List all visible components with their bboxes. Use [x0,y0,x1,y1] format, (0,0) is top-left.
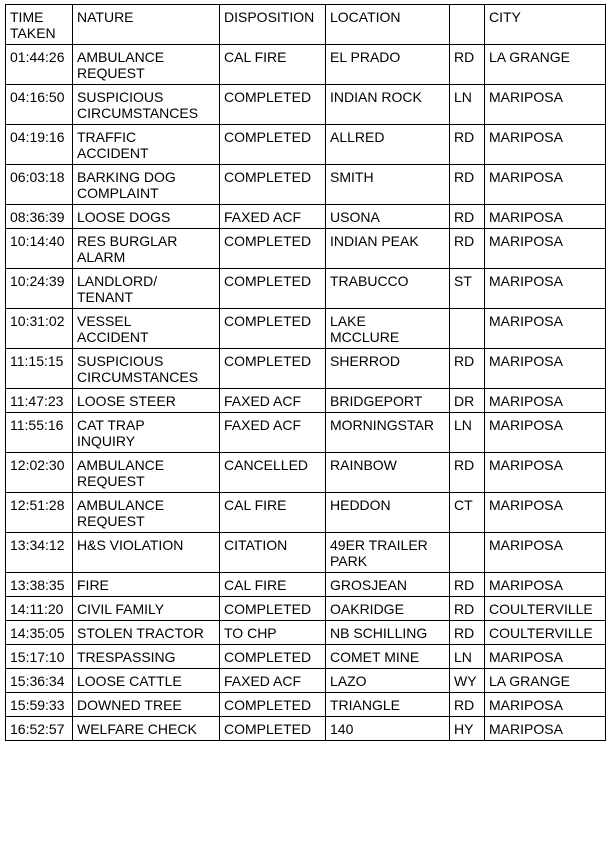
cell-city: MARIPOSA [485,309,606,349]
table-row [6,349,606,389]
cell-time: 12:51:28 [6,493,73,533]
cell-city: MARIPOSA [485,533,606,573]
cell-city: MARIPOSA [485,717,606,741]
cell-nature: AMBULANCE REQUEST [73,45,220,85]
header-time-taken: TIME TAKEN [6,5,73,45]
table-row [6,229,606,269]
cell-location: RAINBOW [326,453,450,493]
cell-location: HEDDON [326,493,450,533]
cell-disposition: COMPLETED [220,309,326,349]
cell-city: MARIPOSA [485,573,606,597]
cell-street-suffix: RD [450,229,485,269]
cell-disposition: COMPLETED [220,717,326,741]
cell-time: 08:36:39 [6,205,73,229]
table-row [6,45,606,85]
cell-nature: RES BURGLAR ALARM [73,229,220,269]
cell-disposition: FAXED ACF [220,669,326,693]
cell-nature: FIRE [73,573,220,597]
cell-disposition: CAL FIRE [220,45,326,85]
cell-disposition: COMPLETED [220,349,326,389]
cell-time: 10:31:02 [6,309,73,349]
cell-city: MARIPOSA [485,389,606,413]
cell-city: COULTERVILLE [485,597,606,621]
table-row [6,493,606,533]
cell-disposition: COMPLETED [220,693,326,717]
cell-time: 15:59:33 [6,693,73,717]
cell-disposition: FAXED ACF [220,205,326,229]
cell-nature: LOOSE STEER [73,389,220,413]
cell-time: 15:17:10 [6,645,73,669]
table-row [6,125,606,165]
cell-location: OAKRIDGE [326,597,450,621]
cell-nature: AMBULANCE REQUEST [73,493,220,533]
cell-time: 14:11:20 [6,597,73,621]
cell-time: 11:55:16 [6,413,73,453]
cell-street-suffix [450,309,485,349]
table-row [6,693,606,717]
cell-time: 11:47:23 [6,389,73,413]
cell-disposition: COMPLETED [220,85,326,125]
cell-street-suffix: RD [450,45,485,85]
cell-location: MORNINGSTAR [326,413,450,453]
cell-street-suffix [450,533,485,573]
table-row [6,453,606,493]
cell-city: LA GRANGE [485,669,606,693]
cell-street-suffix: RD [450,597,485,621]
cell-street-suffix: RD [450,453,485,493]
cell-city: MARIPOSA [485,693,606,717]
cell-city: COULTERVILLE [485,621,606,645]
cell-time: 12:02:30 [6,453,73,493]
cell-time: 11:15:15 [6,349,73,389]
cell-nature: LANDLORD/ TENANT [73,269,220,309]
cell-nature: TRAFFIC ACCIDENT [73,125,220,165]
cell-disposition: TO CHP [220,621,326,645]
cell-street-suffix: LN [450,85,485,125]
table-row [6,597,606,621]
cell-location: GROSJEAN [326,573,450,597]
cell-location: TRABUCCO [326,269,450,309]
cell-street-suffix: RD [450,165,485,205]
cell-city: MARIPOSA [485,205,606,229]
cell-location: ALLRED [326,125,450,165]
cell-city: MARIPOSA [485,349,606,389]
cell-location: LAZO [326,669,450,693]
cell-disposition: COMPLETED [220,125,326,165]
cell-nature: SUSPICIOUS CIRCUMSTANCES [73,85,220,125]
cell-nature: CIVIL FAMILY [73,597,220,621]
header-city: CITY [485,5,606,45]
cell-location: LAKE MCCLURE [326,309,450,349]
cell-disposition: CAL FIRE [220,493,326,533]
table-body [6,45,606,741]
cell-time: 04:19:16 [6,125,73,165]
cell-disposition: COMPLETED [220,165,326,205]
cell-location: BRIDGEPORT [326,389,450,413]
cell-city: LA GRANGE [485,45,606,85]
cell-street-suffix: DR [450,389,485,413]
cell-nature: SUSPICIOUS CIRCUMSTANCES [73,349,220,389]
table-row [6,205,606,229]
table-row [6,645,606,669]
header-street-suffix [450,5,485,45]
table-row [6,309,606,349]
table-row [6,573,606,597]
cell-street-suffix: RD [450,573,485,597]
cell-location: TRIANGLE [326,693,450,717]
cell-time: 10:24:39 [6,269,73,309]
cell-street-suffix: CT [450,493,485,533]
header-location: LOCATION [326,5,450,45]
cell-location: SMITH [326,165,450,205]
table-row [6,413,606,453]
cell-nature: VESSEL ACCIDENT [73,309,220,349]
header-row [6,5,606,45]
cell-time: 13:38:35 [6,573,73,597]
cell-disposition: FAXED ACF [220,389,326,413]
cell-nature: AMBULANCE REQUEST [73,453,220,493]
cell-street-suffix: WY [450,669,485,693]
cell-time: 16:52:57 [6,717,73,741]
cell-street-suffix: RD [450,125,485,165]
cell-street-suffix: HY [450,717,485,741]
cell-city: MARIPOSA [485,453,606,493]
cell-city: MARIPOSA [485,413,606,453]
table-row [6,389,606,413]
cell-nature: STOLEN TRACTOR [73,621,220,645]
cell-location: USONA [326,205,450,229]
cell-street-suffix: RD [450,693,485,717]
cell-time: 10:14:40 [6,229,73,269]
table-row [6,85,606,125]
table-row [6,165,606,205]
table-row [6,669,606,693]
cell-nature: LOOSE DOGS [73,205,220,229]
cell-disposition: COMPLETED [220,645,326,669]
cell-nature: H&S VIOLATION [73,533,220,573]
cell-city: MARIPOSA [485,229,606,269]
table-row [6,717,606,741]
cell-disposition: COMPLETED [220,269,326,309]
cell-time: 14:35:05 [6,621,73,645]
cell-time: 04:16:50 [6,85,73,125]
cell-location: NB SCHILLING [326,621,450,645]
cell-nature: BARKING DOG COMPLAINT [73,165,220,205]
cell-city: MARIPOSA [485,165,606,205]
cell-location: SHERROD [326,349,450,389]
cell-nature: WELFARE CHECK [73,717,220,741]
cell-city: MARIPOSA [485,125,606,165]
header-disposition: DISPOSITION [220,5,326,45]
cell-nature: CAT TRAP INQUIRY [73,413,220,453]
cell-time: 06:03:18 [6,165,73,205]
cell-disposition: CITATION [220,533,326,573]
cell-street-suffix: LN [450,413,485,453]
cell-street-suffix: RD [450,349,485,389]
cell-city: MARIPOSA [485,85,606,125]
cell-location: INDIAN ROCK [326,85,450,125]
cell-location: 49ER TRAILER PARK [326,533,450,573]
cell-disposition: COMPLETED [220,597,326,621]
cell-time: 13:34:12 [6,533,73,573]
cell-disposition: CANCELLED [220,453,326,493]
cell-location: EL PRADO [326,45,450,85]
call-log-table [5,4,606,741]
cell-street-suffix: RD [450,621,485,645]
cell-location: COMET MINE [326,645,450,669]
cell-disposition: CAL FIRE [220,573,326,597]
table-row [6,269,606,309]
cell-street-suffix: LN [450,645,485,669]
cell-nature: TRESPASSING [73,645,220,669]
cell-city: MARIPOSA [485,493,606,533]
cell-location: INDIAN PEAK [326,229,450,269]
cell-city: MARIPOSA [485,269,606,309]
cell-street-suffix: ST [450,269,485,309]
table-row [6,621,606,645]
table-row [6,533,606,573]
header-nature: NATURE [73,5,220,45]
cell-city: MARIPOSA [485,645,606,669]
cell-nature: DOWNED TREE [73,693,220,717]
cell-disposition: FAXED ACF [220,413,326,453]
cell-street-suffix: RD [450,205,485,229]
cell-location: 140 [326,717,450,741]
cell-time: 15:36:34 [6,669,73,693]
cell-disposition: COMPLETED [220,229,326,269]
cell-time: 01:44:26 [6,45,73,85]
cell-nature: LOOSE CATTLE [73,669,220,693]
